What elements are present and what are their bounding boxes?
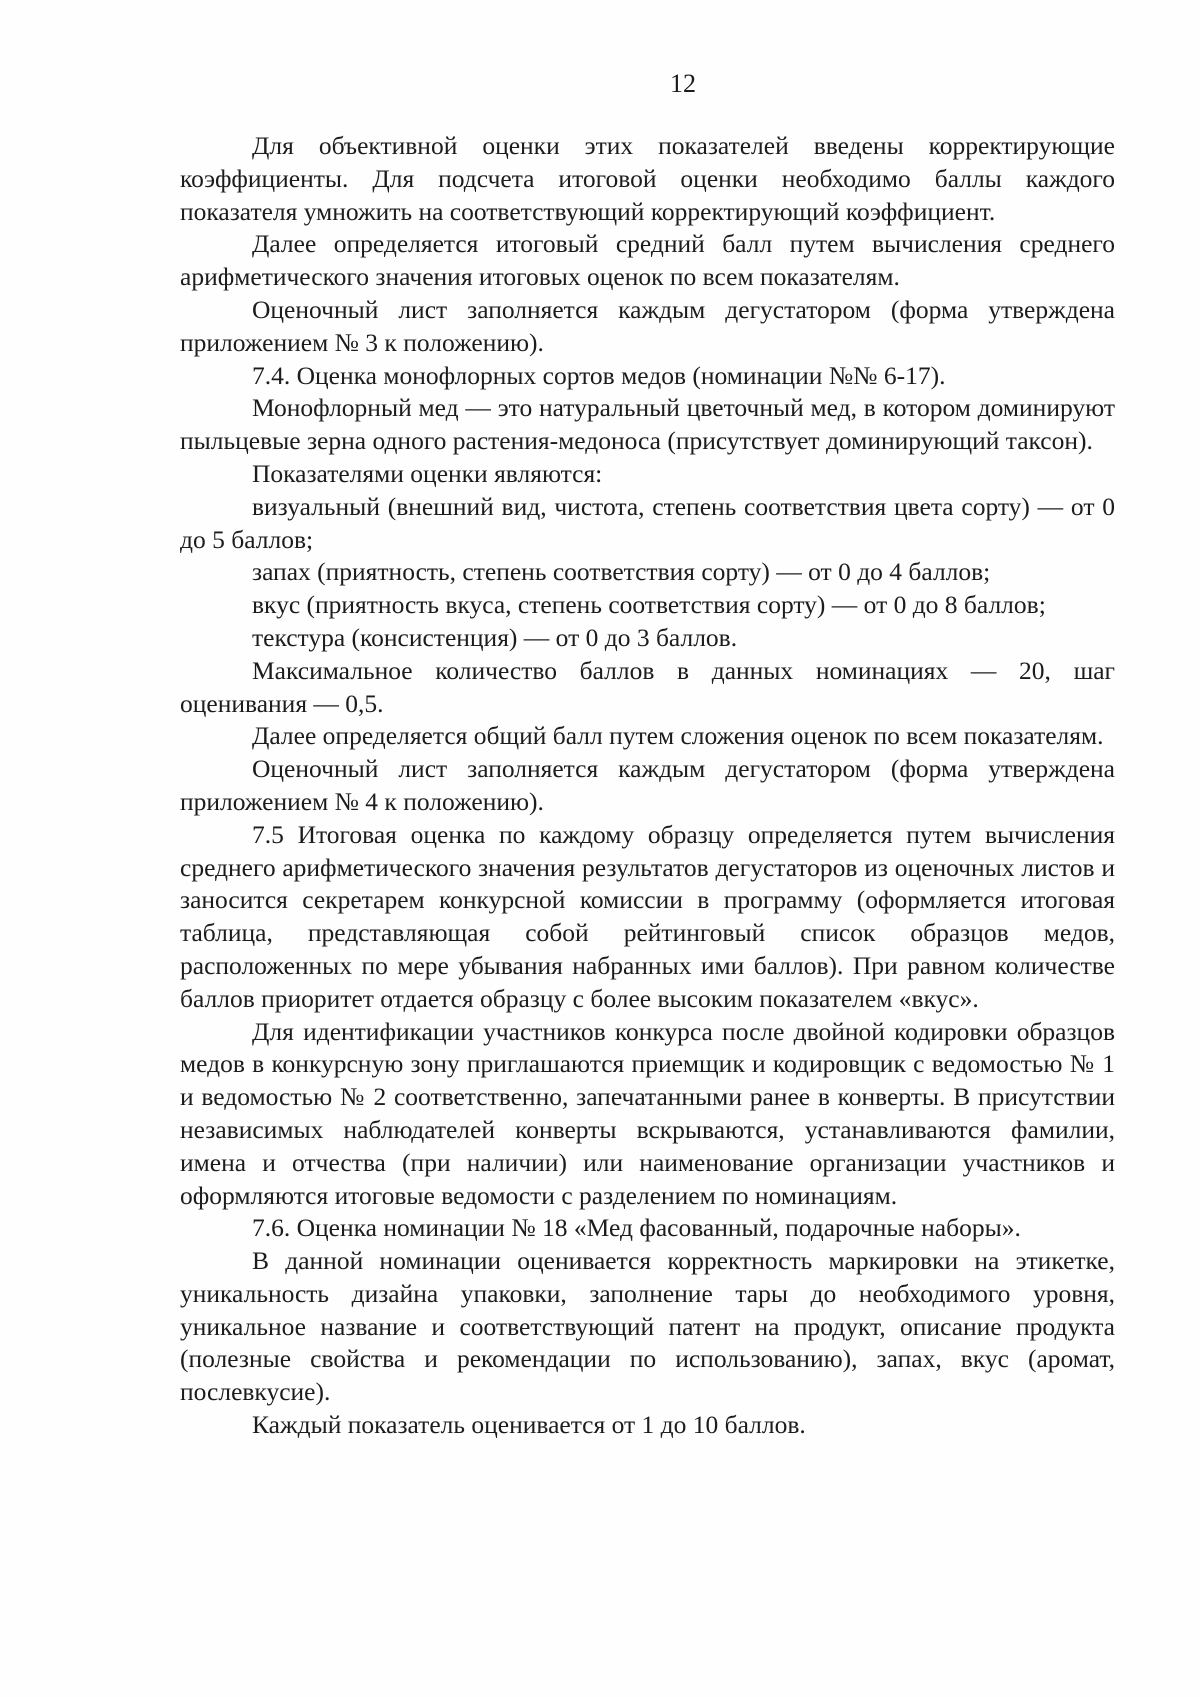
section-heading-7-4: 7.4. Оценка монофлорных сортов медов (номинации №№ 6-17).	[252, 360, 946, 390]
paragraph-packaged-honey-criteria: В данной номинации оценивается корректность маркировки на этикетке, уникальность дизайна упаковки, заполнение тары до необходимого уровня, уникальное название и соответствующий патент на продукт, описание продукта (полезные свойства и рекомендации по использованию), запах, вкус (аромат, послевкусие).	[180, 1246, 1115, 1407]
list-item-taste: вкус (приятность вкуса, степень соответствия сорту) — от 0 до 8 баллов;	[252, 590, 1046, 620]
paragraph-total-score: Далее определяется общий балл путем сложения оценок по всем показателям.	[252, 721, 1104, 751]
paragraph-correction-coefficients: Для объективной оценки этих показателей введены корректирующие коэффициенты. Для подсчета итоговой оценки необходимо баллы каждого показателя умножить на соответствующий корректирующий коэффициент.	[180, 131, 1115, 226]
paragraph-indicators-intro: Показателями оценки являются:	[252, 458, 603, 488]
document-body	[180, 130, 1115, 1442]
paragraph-participant-identification: Для идентификации участников конкурса после двойной кодировки образцов медов в конкурсную зону приглашаются приемщик и кодировщик с ведомостью № 1 и ведомостью № 2 соответственно, запечатанными ранее в конверты. В присутствии независимых наблюдателей конверты вскрываются, устанавливаются фамилии, имена и отчества (при наличии) или наименование организации участников и оформляются итоговые ведомости с разделением по номинациям.	[180, 1016, 1115, 1210]
section-7-5-final-score: 7.5 Итоговая оценка по каждому образцу определяется путем вычисления среднего арифметического значения результатов дегустаторов из оценочных листов и заносится секретарем конкурсной комиссии в программу (оформляется итоговая таблица, представляющая собой рейтинговый список образцов медов, расположенных по мере убывания набранных ими баллов). При равном количестве баллов приоритет отдается образцу с более высоким показателем «вкус».	[180, 819, 1115, 1013]
list-item-smell: запах (приятность, степень соответствия сорту) — от 0 до 4 баллов;	[252, 557, 991, 587]
paragraph-score-sheet-form-3: Оценочный лист заполняется каждым дегустатором (форма утверждена приложением № 3 к положению).	[180, 294, 1115, 357]
page-number: 12	[670, 69, 696, 98]
paragraph-monofloral-definition: Монофлорный мед — это натуральный цветочный мед, в котором доминируют пыльцевые зерна одного растения-медоноса (присутствует доминирующий таксон).	[180, 393, 1115, 456]
paragraph-max-score: Максимальное количество баллов в данных номинациях — 20, шаг оценивания — 0,5.	[180, 655, 1115, 718]
paragraph-average-score: Далее определяется итоговый средний балл путем вычисления среднего арифметического значения итоговых оценок по всем показателям.	[180, 229, 1115, 292]
section-heading-7-6: 7.6. Оценка номинации № 18 «Мед фасованный, подарочные наборы».	[252, 1213, 1021, 1243]
paragraph-score-sheet-form-4: Оценочный лист заполняется каждым дегустатором (форма утверждена приложением № 4 к положению).	[180, 754, 1115, 816]
list-item-texture: текстура (консистенция) — от 0 до 3 баллов.	[252, 622, 738, 652]
paragraph-score-range: Каждый показатель оценивается от 1 до 10 баллов.	[252, 1410, 806, 1440]
list-item-visual: визуальный (внешний вид, чистота, степень соответствия цвета сорту) — от 0 до 5 баллов;	[180, 491, 1115, 554]
